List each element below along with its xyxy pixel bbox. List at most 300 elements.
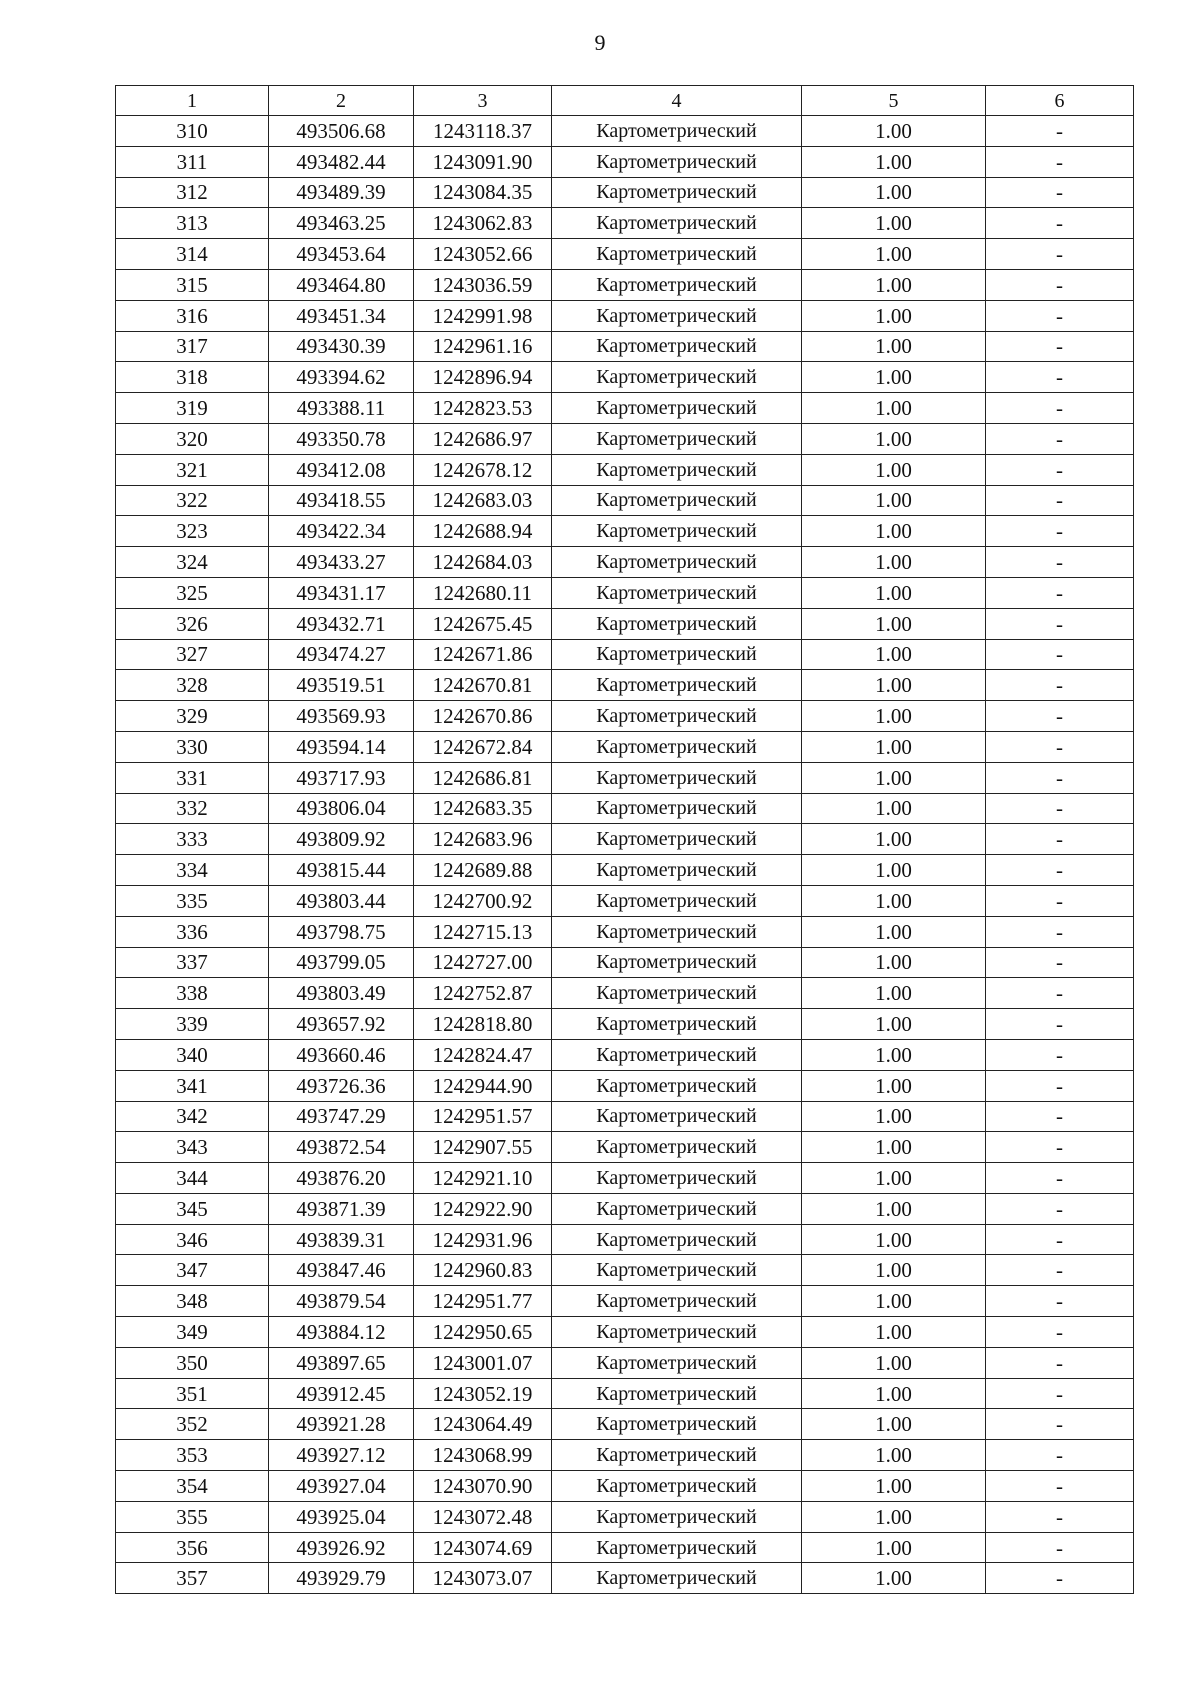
table-row: [116, 177, 1134, 208]
point-number-cell: 352: [116, 1409, 269, 1440]
x-coordinate-cell: 493430.39: [269, 331, 414, 362]
y-coordinate-cell: 1242671.86: [414, 639, 552, 670]
y-coordinate-cell: 1242686.97: [414, 423, 552, 454]
method-cell: Картометрический: [552, 1501, 802, 1532]
point-number-cell: 313: [116, 208, 269, 239]
point-number-cell: 329: [116, 701, 269, 732]
point-number-cell: 338: [116, 978, 269, 1009]
point-number-cell: 354: [116, 1471, 269, 1502]
accuracy-cell: 1.00: [802, 1132, 986, 1163]
y-coordinate-cell: 1243001.07: [414, 1347, 552, 1378]
method-cell: Картометрический: [552, 1378, 802, 1409]
x-coordinate-cell: 493506.68: [269, 116, 414, 147]
point-number-cell: 349: [116, 1317, 269, 1348]
y-coordinate-cell: 1242715.13: [414, 916, 552, 947]
point-number-cell: 319: [116, 393, 269, 424]
accuracy-cell: 1.00: [802, 1101, 986, 1132]
point-number-cell: 340: [116, 1039, 269, 1070]
note-cell: -: [986, 208, 1134, 239]
accuracy-cell: 1.00: [802, 1501, 986, 1532]
table-row: [116, 916, 1134, 947]
x-coordinate-cell: 493926.92: [269, 1532, 414, 1563]
y-coordinate-cell: 1243064.49: [414, 1409, 552, 1440]
method-cell: Картометрический: [552, 1009, 802, 1040]
accuracy-cell: 1.00: [802, 1009, 986, 1040]
note-cell: -: [986, 608, 1134, 639]
method-cell: Картометрический: [552, 146, 802, 177]
x-coordinate-cell: 493388.11: [269, 393, 414, 424]
x-coordinate-cell: 493350.78: [269, 423, 414, 454]
y-coordinate-cell: 1242686.81: [414, 762, 552, 793]
table-row: [116, 1501, 1134, 1532]
point-number-cell: 311: [116, 146, 269, 177]
table-row: [116, 1009, 1134, 1040]
column-header: 5: [802, 86, 986, 116]
table-row: [116, 701, 1134, 732]
table-row: [116, 208, 1134, 239]
table-row: [116, 639, 1134, 670]
accuracy-cell: 1.00: [802, 1317, 986, 1348]
table-row: [116, 1132, 1134, 1163]
y-coordinate-cell: 1242951.77: [414, 1286, 552, 1317]
note-cell: -: [986, 885, 1134, 916]
x-coordinate-cell: 493871.39: [269, 1193, 414, 1224]
page-number: 9: [594, 30, 606, 55]
note-cell: -: [986, 1193, 1134, 1224]
accuracy-cell: 1.00: [802, 1409, 986, 1440]
x-coordinate-cell: 493412.08: [269, 454, 414, 485]
x-coordinate-cell: 493489.39: [269, 177, 414, 208]
x-coordinate-cell: 493879.54: [269, 1286, 414, 1317]
y-coordinate-cell: 1242680.11: [414, 577, 552, 608]
accuracy-cell: 1.00: [802, 393, 986, 424]
point-number-cell: 332: [116, 793, 269, 824]
table-row: [116, 670, 1134, 701]
note-cell: -: [986, 824, 1134, 855]
x-coordinate-cell: 493569.93: [269, 701, 414, 732]
table-row: [116, 1532, 1134, 1563]
y-coordinate-cell: 1242752.87: [414, 978, 552, 1009]
method-cell: Картометрический: [552, 1317, 802, 1348]
x-coordinate-cell: 493431.17: [269, 577, 414, 608]
y-coordinate-cell: 1242670.81: [414, 670, 552, 701]
x-coordinate-cell: 493418.55: [269, 485, 414, 516]
y-coordinate-cell: 1243074.69: [414, 1532, 552, 1563]
x-coordinate-cell: 493927.04: [269, 1471, 414, 1502]
accuracy-cell: 1.00: [802, 1563, 986, 1594]
x-coordinate-cell: 493422.34: [269, 516, 414, 547]
y-coordinate-cell: 1242670.86: [414, 701, 552, 732]
table-row: [116, 855, 1134, 886]
x-coordinate-cell: 493657.92: [269, 1009, 414, 1040]
method-cell: Картометрический: [552, 1286, 802, 1317]
x-coordinate-cell: 493798.75: [269, 916, 414, 947]
table-row: [116, 762, 1134, 793]
note-cell: -: [986, 670, 1134, 701]
x-coordinate-cell: 493815.44: [269, 855, 414, 886]
x-coordinate-cell: 493803.49: [269, 978, 414, 1009]
y-coordinate-cell: 1242961.16: [414, 331, 552, 362]
note-cell: -: [986, 947, 1134, 978]
method-cell: Картометрический: [552, 362, 802, 393]
accuracy-cell: 1.00: [802, 300, 986, 331]
point-number-cell: 339: [116, 1009, 269, 1040]
table-header-row: [116, 86, 1134, 116]
method-cell: Картометрический: [552, 1255, 802, 1286]
accuracy-cell: 1.00: [802, 639, 986, 670]
x-coordinate-cell: 493747.29: [269, 1101, 414, 1132]
note-cell: -: [986, 362, 1134, 393]
note-cell: -: [986, 547, 1134, 578]
accuracy-cell: 1.00: [802, 547, 986, 578]
note-cell: -: [986, 269, 1134, 300]
y-coordinate-cell: 1243118.37: [414, 116, 552, 147]
column-header: 6: [986, 86, 1134, 116]
x-coordinate-cell: 493451.34: [269, 300, 414, 331]
y-coordinate-cell: 1242688.94: [414, 516, 552, 547]
y-coordinate-cell: 1243073.07: [414, 1563, 552, 1594]
column-header: 1: [116, 86, 269, 116]
accuracy-cell: 1.00: [802, 855, 986, 886]
method-cell: Картометрический: [552, 393, 802, 424]
method-cell: Картометрический: [552, 1224, 802, 1255]
note-cell: -: [986, 516, 1134, 547]
method-cell: Картометрический: [552, 1471, 802, 1502]
column-header: 3: [414, 86, 552, 116]
x-coordinate-cell: 493453.64: [269, 239, 414, 270]
x-coordinate-cell: 493806.04: [269, 793, 414, 824]
accuracy-cell: 1.00: [802, 670, 986, 701]
table-row: [116, 793, 1134, 824]
method-cell: Картометрический: [552, 731, 802, 762]
note-cell: -: [986, 300, 1134, 331]
point-number-cell: 316: [116, 300, 269, 331]
y-coordinate-cell: 1242684.03: [414, 547, 552, 578]
accuracy-cell: 1.00: [802, 1532, 986, 1563]
point-number-cell: 336: [116, 916, 269, 947]
note-cell: -: [986, 1409, 1134, 1440]
point-number-cell: 350: [116, 1347, 269, 1378]
method-cell: Картометрический: [552, 855, 802, 886]
accuracy-cell: 1.00: [802, 793, 986, 824]
accuracy-cell: 1.00: [802, 362, 986, 393]
accuracy-cell: 1.00: [802, 1255, 986, 1286]
y-coordinate-cell: 1242700.92: [414, 885, 552, 916]
table-row: [116, 885, 1134, 916]
method-cell: Картометрический: [552, 208, 802, 239]
accuracy-cell: 1.00: [802, 1193, 986, 1224]
method-cell: Картометрический: [552, 1409, 802, 1440]
table-row: [116, 1286, 1134, 1317]
y-coordinate-cell: 1243052.66: [414, 239, 552, 270]
accuracy-cell: 1.00: [802, 116, 986, 147]
method-cell: Картометрический: [552, 1532, 802, 1563]
method-cell: Картометрический: [552, 1039, 802, 1070]
table-row: [116, 577, 1134, 608]
note-cell: -: [986, 978, 1134, 1009]
table-body: [116, 116, 1134, 1594]
accuracy-cell: 1.00: [802, 824, 986, 855]
y-coordinate-cell: 1242921.10: [414, 1163, 552, 1194]
x-coordinate-cell: 493876.20: [269, 1163, 414, 1194]
y-coordinate-cell: 1242683.96: [414, 824, 552, 855]
x-coordinate-cell: 493929.79: [269, 1563, 414, 1594]
table-row: [116, 331, 1134, 362]
x-coordinate-cell: 493433.27: [269, 547, 414, 578]
accuracy-cell: 1.00: [802, 1224, 986, 1255]
y-coordinate-cell: 1242931.96: [414, 1224, 552, 1255]
method-cell: Картометрический: [552, 1440, 802, 1471]
accuracy-cell: 1.00: [802, 885, 986, 916]
note-cell: -: [986, 1132, 1134, 1163]
x-coordinate-cell: 493927.12: [269, 1440, 414, 1471]
note-cell: -: [986, 1101, 1134, 1132]
table-row: [116, 1347, 1134, 1378]
point-number-cell: 355: [116, 1501, 269, 1532]
accuracy-cell: 1.00: [802, 978, 986, 1009]
note-cell: -: [986, 1070, 1134, 1101]
accuracy-cell: 1.00: [802, 577, 986, 608]
column-header: 2: [269, 86, 414, 116]
point-number-cell: 343: [116, 1132, 269, 1163]
note-cell: -: [986, 177, 1134, 208]
table-row: [116, 978, 1134, 1009]
point-number-cell: 318: [116, 362, 269, 393]
y-coordinate-cell: 1242672.84: [414, 731, 552, 762]
x-coordinate-cell: 493464.80: [269, 269, 414, 300]
y-coordinate-cell: 1242683.03: [414, 485, 552, 516]
note-cell: -: [986, 1471, 1134, 1502]
point-number-cell: 317: [116, 331, 269, 362]
table-row: [116, 824, 1134, 855]
method-cell: Картометрический: [552, 454, 802, 485]
note-cell: -: [986, 1532, 1134, 1563]
method-cell: Картометрический: [552, 1193, 802, 1224]
method-cell: Картометрический: [552, 608, 802, 639]
x-coordinate-cell: 493884.12: [269, 1317, 414, 1348]
method-cell: Картометрический: [552, 670, 802, 701]
y-coordinate-cell: 1242683.35: [414, 793, 552, 824]
note-cell: -: [986, 331, 1134, 362]
accuracy-cell: 1.00: [802, 1286, 986, 1317]
method-cell: Картометрический: [552, 1132, 802, 1163]
point-number-cell: 337: [116, 947, 269, 978]
accuracy-cell: 1.00: [802, 1440, 986, 1471]
point-number-cell: 334: [116, 855, 269, 886]
accuracy-cell: 1.00: [802, 177, 986, 208]
method-cell: Картометрический: [552, 1563, 802, 1594]
point-number-cell: 348: [116, 1286, 269, 1317]
point-number-cell: 342: [116, 1101, 269, 1132]
point-number-cell: 314: [116, 239, 269, 270]
coordinates-table: [115, 85, 1134, 1594]
y-coordinate-cell: 1243091.90: [414, 146, 552, 177]
accuracy-cell: 1.00: [802, 947, 986, 978]
x-coordinate-cell: 493726.36: [269, 1070, 414, 1101]
table-row: [116, 1070, 1134, 1101]
accuracy-cell: 1.00: [802, 331, 986, 362]
point-number-cell: 312: [116, 177, 269, 208]
note-cell: -: [986, 1347, 1134, 1378]
note-cell: -: [986, 1378, 1134, 1409]
method-cell: Картометрический: [552, 1163, 802, 1194]
method-cell: Картометрический: [552, 793, 802, 824]
x-coordinate-cell: 493463.25: [269, 208, 414, 239]
accuracy-cell: 1.00: [802, 731, 986, 762]
note-cell: -: [986, 762, 1134, 793]
note-cell: -: [986, 1039, 1134, 1070]
y-coordinate-cell: 1242678.12: [414, 454, 552, 485]
accuracy-cell: 1.00: [802, 1378, 986, 1409]
x-coordinate-cell: 493799.05: [269, 947, 414, 978]
method-cell: Картометрический: [552, 916, 802, 947]
accuracy-cell: 1.00: [802, 1163, 986, 1194]
point-number-cell: 326: [116, 608, 269, 639]
method-cell: Картометрический: [552, 116, 802, 147]
accuracy-cell: 1.00: [802, 485, 986, 516]
method-cell: Картометрический: [552, 269, 802, 300]
note-cell: -: [986, 1009, 1134, 1040]
y-coordinate-cell: 1243062.83: [414, 208, 552, 239]
table-row: [116, 269, 1134, 300]
table-row: [116, 485, 1134, 516]
point-number-cell: 324: [116, 547, 269, 578]
method-cell: Картометрический: [552, 947, 802, 978]
y-coordinate-cell: 1243052.19: [414, 1378, 552, 1409]
table-row: [116, 1317, 1134, 1348]
table-row: [116, 116, 1134, 147]
point-number-cell: 357: [116, 1563, 269, 1594]
x-coordinate-cell: 493839.31: [269, 1224, 414, 1255]
y-coordinate-cell: 1243068.99: [414, 1440, 552, 1471]
point-number-cell: 328: [116, 670, 269, 701]
note-cell: -: [986, 731, 1134, 762]
y-coordinate-cell: 1242675.45: [414, 608, 552, 639]
y-coordinate-cell: 1243084.35: [414, 177, 552, 208]
x-coordinate-cell: 493847.46: [269, 1255, 414, 1286]
note-cell: -: [986, 577, 1134, 608]
accuracy-cell: 1.00: [802, 208, 986, 239]
point-number-cell: 341: [116, 1070, 269, 1101]
method-cell: Картометрический: [552, 762, 802, 793]
note-cell: -: [986, 393, 1134, 424]
table-row: [116, 1224, 1134, 1255]
point-number-cell: 351: [116, 1378, 269, 1409]
x-coordinate-cell: 493912.45: [269, 1378, 414, 1409]
accuracy-cell: 1.00: [802, 269, 986, 300]
table-row: [116, 1255, 1134, 1286]
accuracy-cell: 1.00: [802, 608, 986, 639]
method-cell: Картометрический: [552, 331, 802, 362]
table-row: [116, 1378, 1134, 1409]
accuracy-cell: 1.00: [802, 516, 986, 547]
point-number-cell: 345: [116, 1193, 269, 1224]
point-number-cell: 344: [116, 1163, 269, 1194]
note-cell: -: [986, 1563, 1134, 1594]
y-coordinate-cell: 1242950.65: [414, 1317, 552, 1348]
accuracy-cell: 1.00: [802, 1039, 986, 1070]
point-number-cell: 346: [116, 1224, 269, 1255]
table-row: [116, 393, 1134, 424]
method-cell: Картометрический: [552, 701, 802, 732]
accuracy-cell: 1.00: [802, 916, 986, 947]
y-coordinate-cell: 1243072.48: [414, 1501, 552, 1532]
x-coordinate-cell: 493809.92: [269, 824, 414, 855]
x-coordinate-cell: 493921.28: [269, 1409, 414, 1440]
note-cell: -: [986, 701, 1134, 732]
table-row: [116, 947, 1134, 978]
accuracy-cell: 1.00: [802, 146, 986, 177]
y-coordinate-cell: 1242991.98: [414, 300, 552, 331]
note-cell: -: [986, 1501, 1134, 1532]
method-cell: Картометрический: [552, 516, 802, 547]
y-coordinate-cell: 1242951.57: [414, 1101, 552, 1132]
x-coordinate-cell: 493925.04: [269, 1501, 414, 1532]
point-number-cell: 353: [116, 1440, 269, 1471]
x-coordinate-cell: 493660.46: [269, 1039, 414, 1070]
method-cell: Картометрический: [552, 1070, 802, 1101]
y-coordinate-cell: 1242960.83: [414, 1255, 552, 1286]
note-cell: -: [986, 454, 1134, 485]
table-row: [116, 516, 1134, 547]
y-coordinate-cell: 1242896.94: [414, 362, 552, 393]
note-cell: -: [986, 1440, 1134, 1471]
accuracy-cell: 1.00: [802, 1471, 986, 1502]
point-number-cell: 322: [116, 485, 269, 516]
method-cell: Картометрический: [552, 978, 802, 1009]
method-cell: Картометрический: [552, 1347, 802, 1378]
method-cell: Картометрический: [552, 485, 802, 516]
point-number-cell: 320: [116, 423, 269, 454]
table-row: [116, 1039, 1134, 1070]
x-coordinate-cell: 493482.44: [269, 146, 414, 177]
accuracy-cell: 1.00: [802, 423, 986, 454]
point-number-cell: 330: [116, 731, 269, 762]
table-row: [116, 1409, 1134, 1440]
method-cell: Картометрический: [552, 239, 802, 270]
x-coordinate-cell: 493594.14: [269, 731, 414, 762]
method-cell: Картометрический: [552, 577, 802, 608]
table-row: [116, 731, 1134, 762]
method-cell: Картометрический: [552, 885, 802, 916]
accuracy-cell: 1.00: [802, 239, 986, 270]
x-coordinate-cell: 493474.27: [269, 639, 414, 670]
note-cell: -: [986, 423, 1134, 454]
accuracy-cell: 1.00: [802, 1347, 986, 1378]
x-coordinate-cell: 493394.62: [269, 362, 414, 393]
note-cell: -: [986, 116, 1134, 147]
x-coordinate-cell: 493897.65: [269, 1347, 414, 1378]
table-row: [116, 1101, 1134, 1132]
note-cell: -: [986, 793, 1134, 824]
method-cell: Картометрический: [552, 547, 802, 578]
x-coordinate-cell: 493519.51: [269, 670, 414, 701]
y-coordinate-cell: 1242727.00: [414, 947, 552, 978]
note-cell: -: [986, 239, 1134, 270]
method-cell: Картометрический: [552, 1101, 802, 1132]
y-coordinate-cell: 1242689.88: [414, 855, 552, 886]
x-coordinate-cell: 493803.44: [269, 885, 414, 916]
point-number-cell: 327: [116, 639, 269, 670]
method-cell: Картометрический: [552, 423, 802, 454]
point-number-cell: 310: [116, 116, 269, 147]
note-cell: -: [986, 146, 1134, 177]
y-coordinate-cell: 1243070.90: [414, 1471, 552, 1502]
point-number-cell: 315: [116, 269, 269, 300]
note-cell: -: [986, 916, 1134, 947]
y-coordinate-cell: 1242818.80: [414, 1009, 552, 1040]
column-header: 4: [552, 86, 802, 116]
